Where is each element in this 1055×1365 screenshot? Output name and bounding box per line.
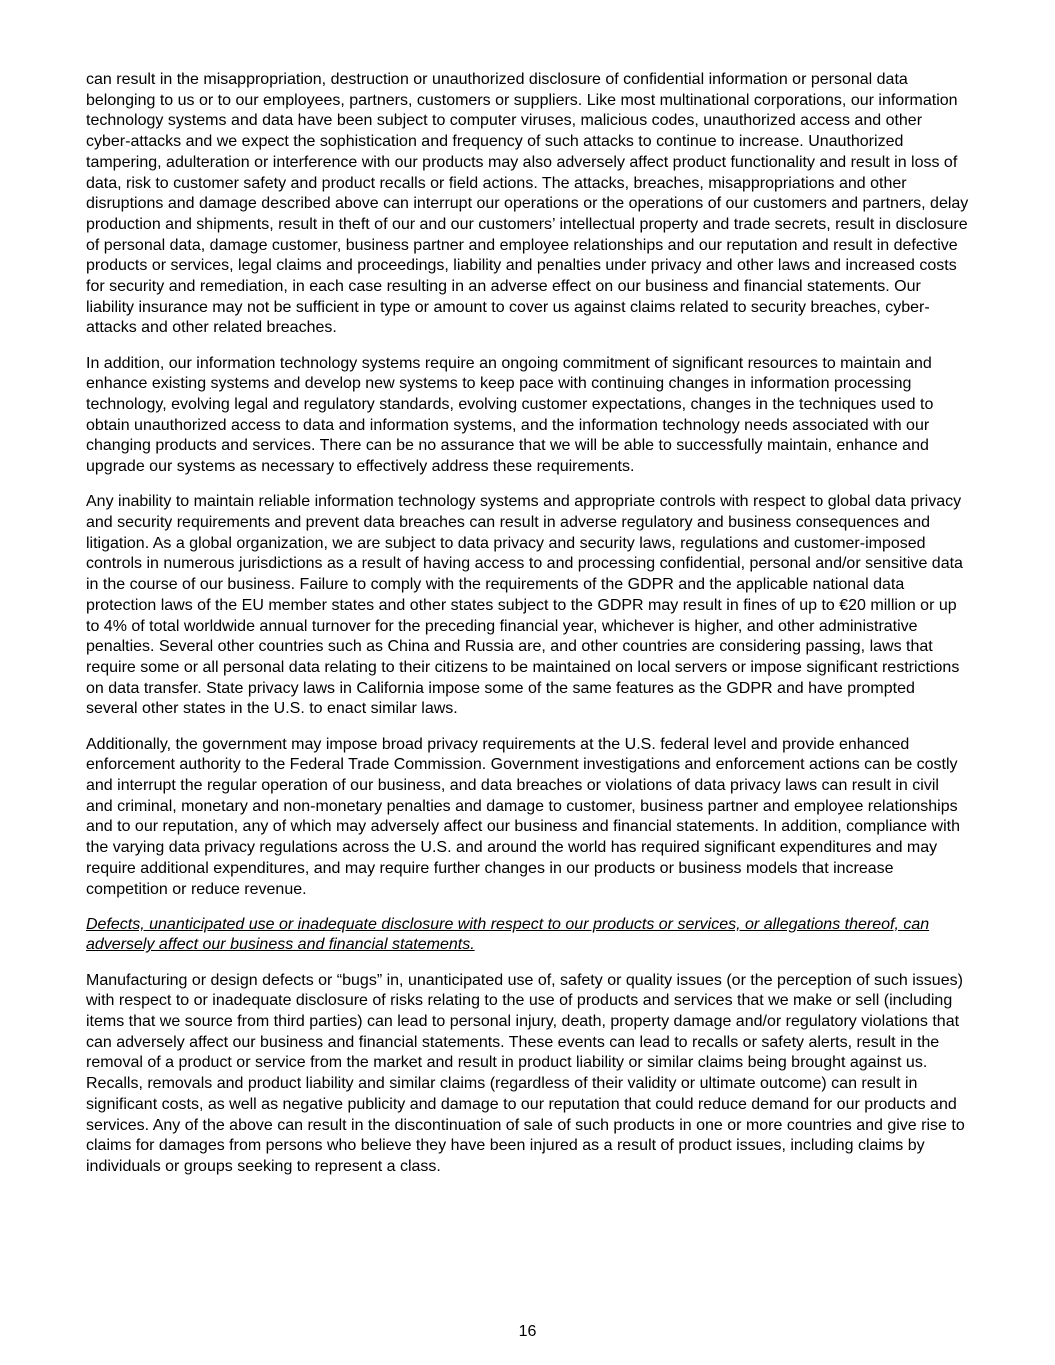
paragraph-data-privacy: Any inability to maintain reliable information technology systems and appropriate controls with respect to global data privacy and security requirements and prevent data breaches can result in adverse regulatory and business consequences and litigation. As a global organization, we are subject to data privacy and security laws, regulations and customer-imposed controls in numerous jurisdictions as a result of having access to and processing confidential, personal and/or sensitive data in the course of our business. Failure to comply with the requirements of the GDPR and the applicable national data protection laws of the EU member states and other states subject to the GDPR may result in fines of up to €20 million or up to 4% of total worldwide annual turnover for the preceding financial year, whichever is higher, and other administrative penalties. Several other countries such as China and Russia are, and other countries are considering passing, laws that require some or all personal data relating to their citizens to be maintained on local servers or impose significant restrictions on data transfer. State privacy laws in California impose some of the same features as the GDPR and have prompted several other states in the U.S. to enact similar laws. xyxy=(86,493,963,718)
page-number: 16 xyxy=(518,1323,537,1340)
paragraph-federal-privacy: Additionally, the government may impose broad privacy requirements at the U.S. federal level and provide enhanced enforcement authority to the Federal Trade Commission. Government investigations and enforcement actions can be costly and interrupt the regular operation of our business, and data breaches or violations of data privacy laws can result in civil and criminal, monetary and non-monetary penalties and damage to customer, business partner and employee relationships and to our reputation, any of which may adversely affect our business and financial statements. In addition, compliance with the varying data privacy regulations across the U.S. and around the world has required significant expenditures and may require additional expenditures, and may require further changes in our products or business models that increase competition or reduce revenue. xyxy=(86,735,960,898)
paragraph-it-systems-commitment: In addition, our information technology systems require an ongoing commitment of significant resources to maintain and enhance existing systems and develop new systems to keep pace with continuing changes in information processing technology, evolving legal and regulatory standards, evolving customer expectations, changes in the techniques used to obtain unauthorized access to data and information systems, and the information technology needs associated with our changing products and services. There can be no assurance that we will be able to successfully maintain, enhance and upgrade our systems as necessary to effectively address these requirements. xyxy=(86,354,934,476)
section-heading-defects: Defects, unanticipated use or inadequate disclosure with respect to our products or services, or allegations thereof, can adversely affect our business and financial statements. xyxy=(86,915,930,954)
paragraph-security-breaches: can result in the misappropriation, destruction or unauthorized disclosure of confidential information or personal data belonging to us or to our employees, partners, customers or suppliers. Like most multinational corporations, our information technology systems and data have been subject to computer viruses, malicious codes, unauthorized access and other cyber-attacks and we expect the sophistication and frequency of such attacks to continue to increase. Unauthorized tampering, adulteration or interference with our products may also adversely affect product functionality and result in loss of data, risk to customer safety and product recalls or field actions. The attacks, breaches, misappropriations and other disruptions and damage described above can interrupt our operations or the operations of our customers and partners, delay production and shipments, result in theft of our and our customers’ intellectual property and trade secrets, result in disclosure of personal data, damage customer, business partner and employee relationships and our reputation and result in defective products or services, legal claims and proceedings, liability and penalties under privacy and other laws and increased costs for security and remediation, in each case resulting in an adverse effect on our business and financial statements. Our liability insurance may not be sufficient in type or amount to cover us against claims related to security breaches, cyber-attacks and other related breaches. xyxy=(86,71,969,337)
paragraph-product-defects: Manufacturing or design defects or “bugs” in, unanticipated use of, safety or quality issues (or the perception of such issues) with respect to or inadequate disclosure of risks relating to the use of products and services that we make or sell (including items that we source from third parties) can lead to personal injury, death, property damage and/or regulatory violations that can adversely affect our business and financial statements. These events can lead to recalls or safety alerts, result in the removal of a product or service from the market and result in product liability or similar claims being brought against us. Recalls, removals and product liability and similar claims (regardless of their validity or ultimate outcome) can result in significant costs, as well as negative publicity and damage to our reputation that could reduce demand for our products and services. Any of the above can result in the discontinuation of sale of such products in one or more countries and give rise to claims for damages from persons who believe they have been injured as a result of product issues, including claims by individuals or groups seeking to represent a class. xyxy=(86,971,965,1175)
document-page xyxy=(86,70,970,1192)
